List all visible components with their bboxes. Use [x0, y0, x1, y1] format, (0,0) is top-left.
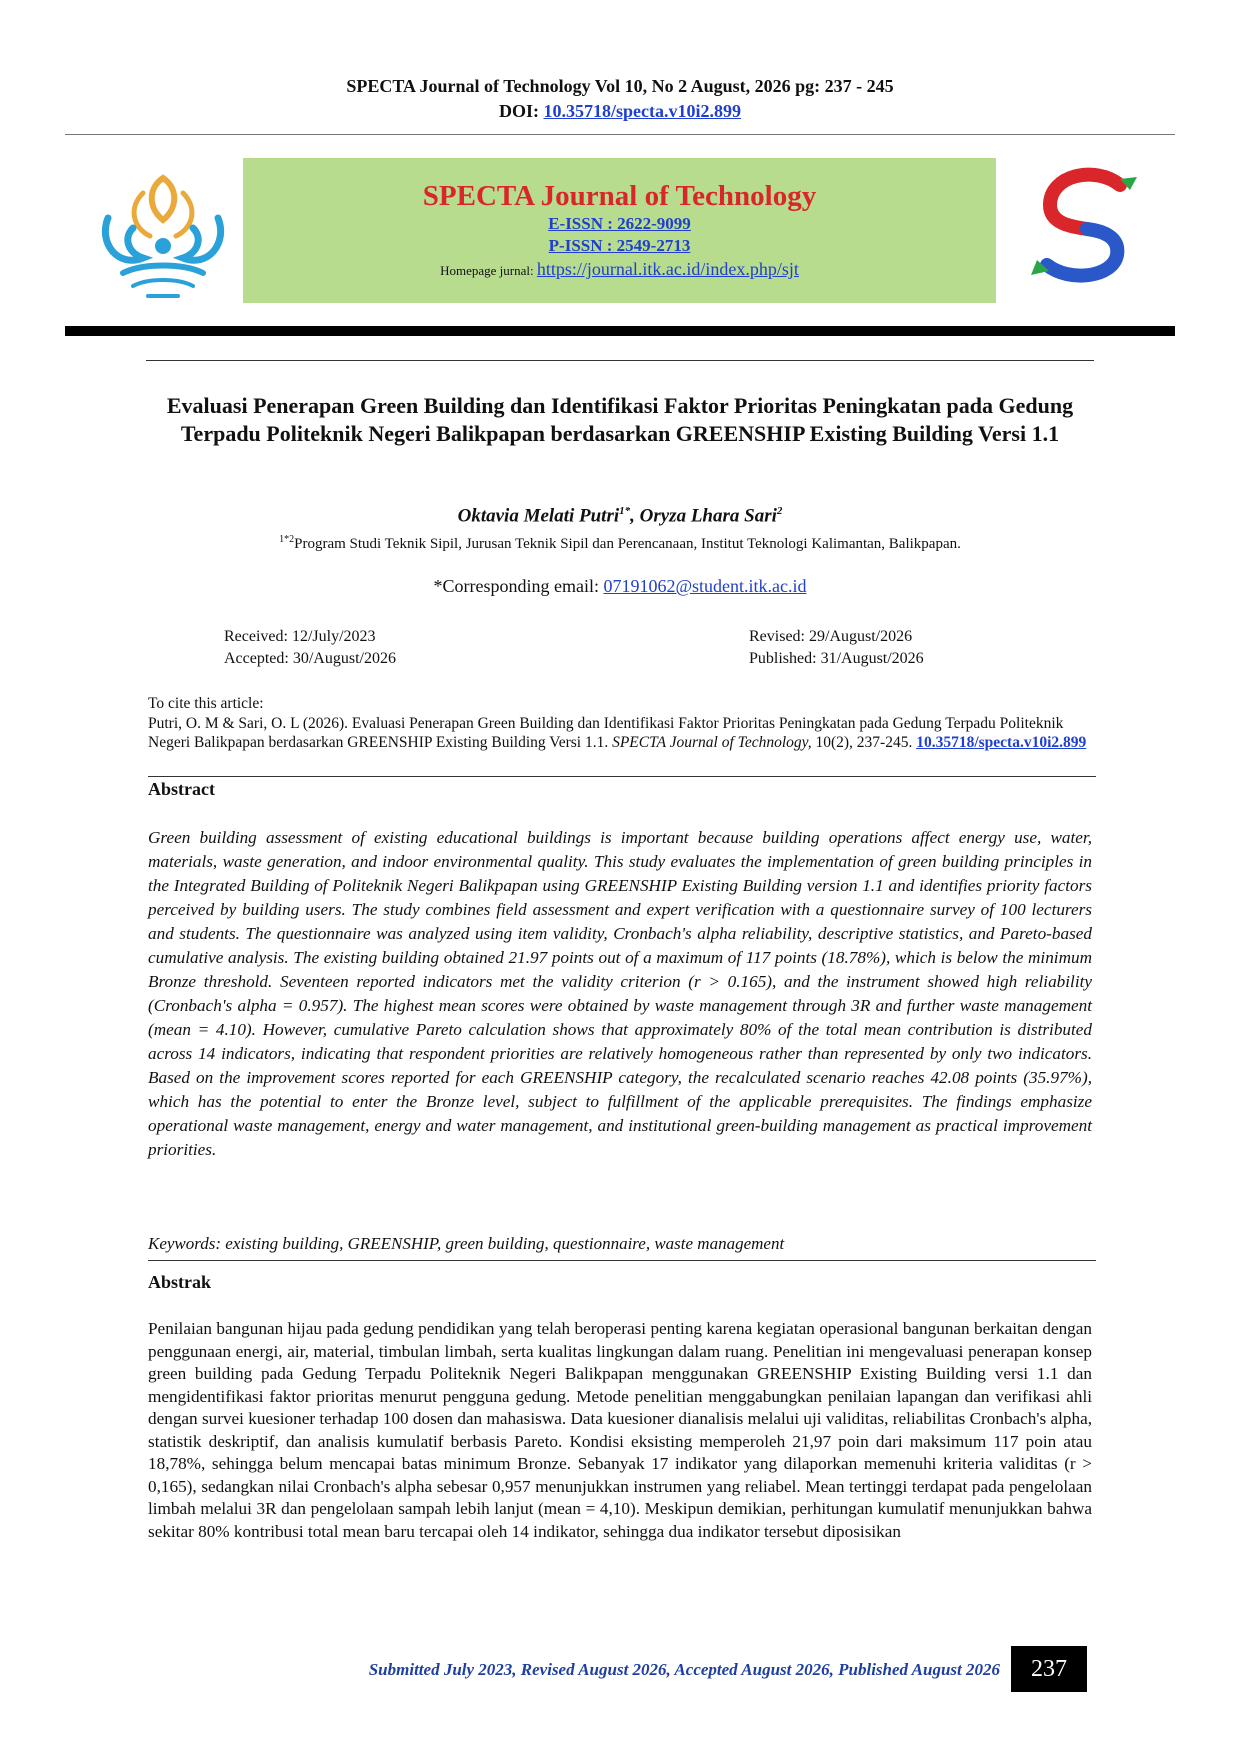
citation-doi-link[interactable]: 10.35718/specta.v10i2.899	[916, 734, 1087, 751]
pissn-link[interactable]: P-ISSN : 2549-2713	[548, 236, 691, 255]
banner-journal-title: SPECTA Journal of Technology	[422, 180, 817, 212]
doi-label: DOI:	[499, 101, 544, 121]
keywords: Keywords: existing building, GREENSHIP, green building, questionnaire, waste management	[148, 1234, 785, 1253]
author-2: Oryza Lhara Sari	[639, 505, 777, 527]
affiliation	[0, 534, 1240, 553]
abstrak-text: Penilaian bangunan hijau pada gedung pendidikan yang telah beroperasi penting karena kegiatan operasional bangunan berkaitan dengan penggunaan energi, air, material, timbulan limbah, serta kualitas lingkungan dalam ruang. Penelitian ini mengevaluasi penerapan konsep green building pada Gedung Terpadu Politeknik Negeri Balikpapan menggunakan GREENSHIP Existing Building versi 1.1 dan mengidentifikasi faktor prioritas menurut pengguna gedung. Metode penelitian menggabungkan penilaian lapangan dan verifikasi ahli dengan survei kuesioner terhadap 100 dosen dan mahasiswa. Data kuesioner dianalisis melalui uji validitas, reliabilitas Cronbach's alpha, statistik deskriptif, dan analisis kumulatif berbasis Pareto. Kondisi eksisting memperoleh 21,97 poin dari maksimum 117 poin atau 18,78%, sehingga belum mencapai batas minimum Bronze. Sebanyak 17 indikator yang dilaporkan memenuhi kriteria validitas (r > 0,165), sedangkan nilai Cronbach's alpha sebesar 0,957 menunjukkan instrumen yang reliabel. Mean tertinggi terdapat pada pengelolaan limbah melalui 3R dan pengelolaan sampah lebih lanjut (mean = 4,10). Meskipun demikian, perhitungan kumulatif menunjukkan bahwa sekitar 80% kontribusi total mean baru tercapai oleh 14 indikator, sehingga dua indikator tersebut diposisikan	[148, 1319, 1092, 1541]
dates-right	[749, 626, 924, 670]
author-separator: ,	[630, 505, 640, 527]
footer-submission-note: Submitted July 2023, Revised August 2026, Accepted August 2026, Published August 2026	[368, 1660, 1000, 1679]
received-date: Received: 12/July/2023	[224, 628, 376, 645]
author-line	[0, 505, 1240, 527]
citation-body: Putri, O. M & Sari, O. L (2026). Evaluasi Penerapan Green Building dan Identifikasi Faktor Prioritas Peningkatan pada Gedung Terpadu Politeknik Negeri Balikpapan berdasarkan GREENSHIP Existing Building Versi 1.1.	[148, 714, 1064, 751]
accepted-date: Accepted: 30/August/2026	[224, 650, 396, 667]
dates-left	[224, 626, 396, 670]
doi-link[interactable]: 10.35718/specta.v10i2.899	[543, 101, 741, 121]
doi-line	[0, 99, 1240, 124]
email-link[interactable]: 07191062@student.itk.ac.id	[603, 576, 807, 596]
article-title: Evaluasi Penerapan Green Building dan Identifikasi Faktor Prioritas Peningkatan pada Gedung Terpadu Politeknik Negeri Balikpapan berdasarkan GREENSHIP Existing Building Versi 1.1	[166, 393, 1074, 446]
header-thin-rule	[146, 360, 1094, 361]
citation-journal: SPECTA Journal of Technology,	[612, 734, 812, 751]
published-date: Published: 31/August/2026	[749, 650, 924, 667]
citation-text	[148, 714, 1092, 753]
author-1-sup: 1*	[619, 505, 631, 517]
eissn-link[interactable]: E-ISSN : 2622-9099	[548, 214, 691, 233]
page-number: 237	[1011, 1646, 1087, 1692]
email-label: *Corresponding email:	[433, 576, 604, 596]
specta-s-logo-icon	[1025, 165, 1145, 285]
citation-rule	[148, 776, 1096, 777]
itk-logo-icon	[88, 158, 238, 308]
author-1: Oktavia Melati Putri	[457, 505, 620, 527]
abstract-heading: Abstract	[148, 779, 215, 799]
citation-block	[148, 694, 1092, 753]
journal-banner	[243, 158, 996, 303]
author-2-sup: 2	[776, 505, 783, 517]
journal-line: SPECTA Journal of Technology Vol 10, No 2 August, 2026 pg: 237 - 245	[346, 76, 894, 96]
revised-date: Revised: 29/August/2026	[749, 628, 913, 645]
citation-label: To cite this article:	[148, 695, 264, 712]
header-thick-bar	[65, 326, 1175, 336]
abstract-text: Green building assessment of existing educational buildings is important because building operations affect energy use, water, materials, waste generation, and indoor environmental quality. This study evaluates the implementation of green building principles in the Integrated Building of Politeknik Negeri Balikpapan using GREENSHIP Existing Building version 1.1 and identifies priority factors perceived by building users. The study combines field assessment and expert verification with a questionnaire survey of 100 lecturers and students. The questionnaire was analyzed using item validity, Cronbach's alpha reliability, descriptive statistics, and Pareto-based cumulative analysis. The existing building obtained 21.97 points out of a maximum of 117 points (18.78%), which is below the minimum Bronze threshold. Seventeen reported indicators met the validity criterion (r > 0.165), and the instrument showed high reliability (Cronbach's alpha = 0.957). The highest mean scores were obtained by waste management through 3R and further waste management (mean = 4.10). However, cumulative Pareto calculation shows that approximately 80% of the total mean contribution is distributed across 14 indicators, indicating that respondent priorities are relatively homogeneous rather than represented by only two indicators. Based on the improvement scores reported for each GREENSHIP category, the recalculated scenario reaches 42.08 points (35.97%), which has the potential to enter the Bronze level, subject to fulfillment of the applicable prerequisites. The findings emphasize operational waste management, energy and water management, and institutional green-building management as practical improvement priorities.	[148, 828, 1092, 1159]
homepage-line	[243, 259, 996, 280]
abstrak-heading: Abstrak	[148, 1272, 212, 1292]
top-rule	[65, 134, 1175, 135]
affiliation-sup: 1*2	[279, 534, 295, 545]
affiliation-text: Program Studi Teknik Sipil, Jurusan Teknik Sipil dan Perencanaan, Institut Teknologi Kalimantan, Balikpapan.	[294, 536, 961, 552]
citation-volume: 10(2), 237-245.	[811, 734, 917, 751]
keywords-rule	[148, 1260, 1096, 1261]
homepage-link[interactable]: https://journal.itk.ac.id/index.php/sjt	[536, 259, 799, 279]
corresponding-email	[0, 576, 1240, 597]
running-head	[0, 74, 1240, 124]
homepage-label: Homepage jurnal:	[440, 263, 537, 278]
